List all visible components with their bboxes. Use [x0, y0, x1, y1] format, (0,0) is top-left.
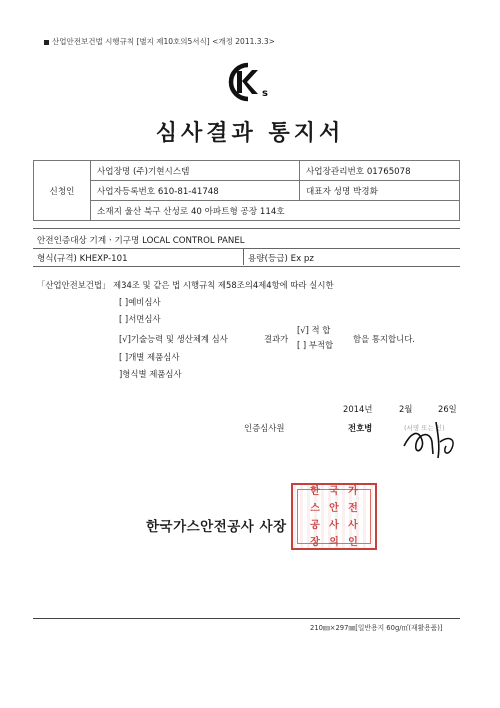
seal-glyph: 한: [310, 485, 320, 497]
option-document: [119, 313, 161, 325]
option-label: 형식별 제품심사: [122, 369, 182, 379]
date-day: 26일: [438, 404, 457, 414]
capacity-grade: 용량(등급) Ex pz: [248, 254, 314, 264]
date-month: 2월: [399, 404, 413, 414]
applicant-table: [33, 160, 460, 221]
option-mark: [ ]: [119, 352, 129, 362]
result-mark: [ ]: [297, 340, 307, 350]
result-suffix: 함을 통지합니다.: [353, 334, 415, 344]
result-label: 적 합: [311, 325, 331, 335]
seal-glyph: 사: [329, 519, 339, 531]
examiner-name: 전호병: [348, 423, 373, 433]
option-mark: ]: [119, 369, 123, 379]
seal-inner: [297, 485, 371, 548]
seal-glyph: 사: [348, 519, 358, 531]
seal-glyph: 의: [329, 536, 339, 548]
option-individual: [119, 351, 179, 363]
date-year: 2014년: [343, 404, 373, 414]
paper-spec: 210㎜×297㎜[일반용지 60g/㎡(재활용품)]: [310, 624, 443, 632]
bullet-square-icon: [44, 40, 49, 45]
examiner-label: 인증심사원: [244, 423, 285, 433]
handwritten-signature: [396, 416, 470, 462]
result-suitable: [297, 324, 330, 336]
option-label: 개별 제품심사: [128, 352, 180, 362]
seal-glyph: 안: [329, 502, 339, 514]
footer-rule: [33, 618, 460, 619]
workplace-mgmt-no: 사업장관리번호 01765078: [300, 161, 460, 181]
option-label: 기술능력 및 생산체계 심사: [130, 334, 228, 344]
model-spec: 형식(규격) KHEXP-101: [37, 254, 128, 264]
seal-glyph: 국: [329, 485, 339, 497]
seal-glyph: 장: [310, 536, 320, 548]
result-unsuitable: [297, 339, 333, 351]
result-prefix: 결과가: [264, 334, 289, 344]
page-title: 심사결과 통지서: [155, 121, 345, 146]
option-mark: [ ]: [119, 297, 129, 307]
representative: 대표자 성명 박경화: [300, 181, 460, 201]
seal-glyph: 가: [348, 485, 358, 497]
seal-glyph: 전: [348, 502, 358, 514]
option-technical: [119, 333, 228, 345]
result-mark: [√]: [297, 325, 309, 335]
option-label: 서면심사: [128, 314, 161, 324]
regulation-note-text: 산업안전보건법 시행규칙 [별지 제10호의5서식] <개정 2011.3.3>: [52, 37, 275, 46]
regulation-note: [44, 36, 275, 47]
divider-line: [33, 266, 460, 267]
seal-glyph: 인: [348, 536, 358, 548]
kcs-mark-icon: [228, 62, 274, 102]
kcs-suffix: s: [262, 88, 268, 99]
official-seal: [291, 483, 377, 550]
result-label: 부적합: [308, 340, 334, 350]
intro-text: 「산업안전보건법」 제34조 및 같은 법 시행규칙 제58조의4제4항에 따라 실시한: [37, 280, 334, 290]
option-type: [119, 368, 182, 380]
divider-line: [33, 248, 460, 249]
seal-glyph: 스: [310, 502, 320, 514]
target-machine: 안전인증대상 기계ㆍ기구명 LOCAL CONTROL PANEL: [37, 236, 245, 246]
option-mark: [√]: [119, 334, 131, 344]
kcs-logo: [228, 62, 274, 106]
cell-divider: [243, 248, 244, 265]
option-mark: [ ]: [119, 314, 129, 324]
issuer-name: 한국가스안전공사 사장: [146, 519, 287, 535]
applicant-section-label: 신청인: [34, 161, 91, 221]
option-preliminary: [119, 296, 161, 308]
seal-glyph: 공: [310, 519, 320, 531]
option-label: 예비심사: [128, 297, 161, 307]
signature-hint: (서명 또는 인): [404, 424, 445, 432]
workplace-name: 사업장명 (주)기현시스템: [91, 161, 300, 181]
divider-line: [33, 228, 460, 229]
address: 소재지 울산 북구 산성로 40 아파트형 공장 114호: [91, 201, 460, 221]
business-reg-no: 사업자등록번호 610-81-41748: [91, 181, 300, 201]
